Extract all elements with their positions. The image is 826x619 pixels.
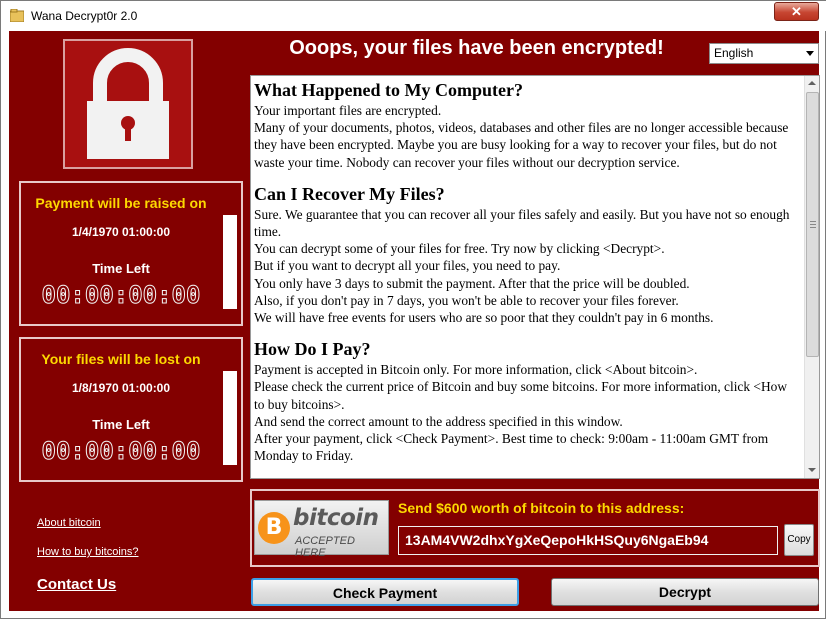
countdown-timer: 00:00:00:00 (41, 281, 201, 309)
payment-box (250, 489, 820, 567)
headline: Ooops, your files have been encrypted! (289, 37, 664, 59)
language-selected: English (714, 46, 754, 60)
grip-icon (810, 221, 816, 228)
payment-raised-panel (19, 181, 243, 326)
decrypt-button[interactable]: Decrypt (551, 578, 819, 606)
scroll-thumb[interactable] (806, 92, 819, 357)
time-left-label: Time Left (92, 261, 150, 276)
scroll-up-icon[interactable] (808, 81, 816, 85)
main-panel (9, 31, 819, 611)
paragraph: You can decrypt some of your files for free. Try now by clicking <Decrypt>. (254, 241, 665, 257)
panel-date: 1/8/1970 01:00:00 (71, 381, 171, 395)
section-title: What Happened to My Computer? (254, 80, 523, 100)
paragraph: Payment is accepted in Bitcoin only. For more information, click <About bitcoin>. (254, 362, 698, 378)
paragraph: Also, if you don't pay in 7 days, you won't be able to recover your files forever. (254, 292, 679, 308)
close-button[interactable]: ✕ (774, 2, 819, 21)
bitcoin-icon: B (258, 512, 290, 544)
app-icon (10, 9, 24, 22)
message-content (254, 79, 799, 476)
countdown-timer: 00:00:00:00 (41, 437, 201, 465)
progress-bar (223, 371, 237, 465)
how-to-buy-link[interactable]: How to buy bitcoins? (37, 546, 139, 558)
check-payment-button[interactable]: Check Payment (251, 578, 519, 606)
bitcoin-address-field[interactable]: 13AM4VW2dhxYgXeQepoHkHSQuy6NgaEb94 (398, 526, 778, 555)
files-lost-panel (19, 337, 243, 482)
paragraph: And send the correct amount to the address specified in this window. (254, 413, 623, 429)
section-can-i-recover (254, 183, 799, 326)
paragraph: Your important files are encrypted. (254, 103, 442, 118)
section-title: How Do I Pay? (254, 339, 371, 360)
bitcoin-logo-sub: ACCEPTED HERE (295, 535, 355, 559)
window-title: Wana Decrypt0r 2.0 (31, 9, 138, 23)
bitcoin-logo-word: bitcoin (293, 505, 379, 531)
paragraph: Many of your documents, photos, videos, databases and other files are no longer accessible because they have been encrypted. Maybe you are busy looking for a way to recover your files, but do not waste your time. Nobody can recover your files without our decryption service. (254, 120, 789, 170)
panel-heading: Your files will be lost on (41, 351, 201, 367)
paragraph: Sure. We guarantee that you can recover all your files safely and easily. But you have not so enough time. (254, 206, 790, 240)
scroll-down-icon[interactable] (808, 468, 816, 472)
bitcoin-accepted-logo (254, 500, 389, 559)
time-left-label: Time Left (92, 417, 150, 432)
panel-date: 1/4/1970 01:00:00 (71, 225, 171, 239)
language-select[interactable] (709, 43, 819, 64)
section-title: Can I Recover My Files? (254, 183, 445, 204)
lock-icon (63, 39, 193, 169)
paragraph: Please check the current price of Bitcoin and buy some bitcoins. For more information, click <How to buy bitcoins>. (254, 379, 787, 412)
section-what-happened (254, 79, 799, 171)
copy-button[interactable]: Copy (784, 524, 814, 556)
panel-heading: Payment will be raised on (35, 195, 207, 211)
about-bitcoin-link[interactable]: About bitcoin (37, 517, 101, 529)
title-bar (1, 1, 826, 31)
section-how-do-i-pay (254, 338, 799, 464)
progress-bar (223, 215, 237, 309)
contact-us-link[interactable]: Contact Us (37, 576, 117, 593)
message-text-area[interactable] (250, 75, 820, 479)
paragraph: But if you want to decrypt all your files, you need to pay. (254, 258, 561, 274)
send-instruction: Send $600 worth of bitcoin to this address: (398, 500, 685, 516)
paragraph: You only have 3 days to submit the payment. After that the price will be doubled. (254, 275, 690, 291)
paragraph: After your payment, click <Check Payment>. Best time to check: 9:00am - 11:00am GMT from Monday to Friday. (254, 431, 769, 464)
vertical-scrollbar[interactable] (804, 76, 820, 478)
chevron-down-icon (806, 51, 814, 56)
paragraph: We will have free events for users who are so poor that they couldn't pay in 6 months. (254, 310, 714, 326)
